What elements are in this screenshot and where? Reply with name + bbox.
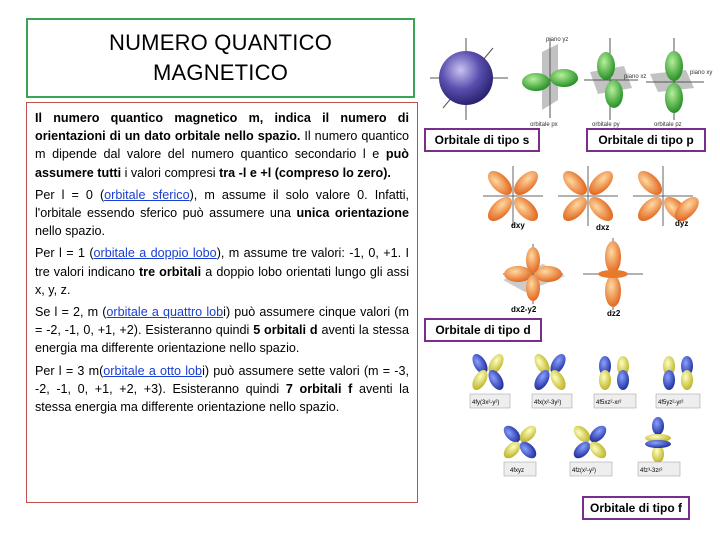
f-orbital-3 [599,356,629,390]
label-orbitale-d-text: Orbitale di tipo d [435,323,531,337]
label-orbitale-f-text: Orbitale di tipo f [590,501,682,515]
dx2y2-label: dx2-y2 [511,305,537,314]
py-caption: orbitale py [592,122,620,128]
py-orbital [584,38,646,128]
l0-text-1: Per l = 0 ( [35,187,105,202]
l0-text-3: nello spazio. [35,224,106,239]
intro-bold-2: può assumere tutti [35,147,409,180]
paragraph-l1 [35,244,409,299]
l1-text-3: a doppio lobo orientati lungo gli assi x, y, z. [35,264,409,297]
plane-xz-label: piano xz [624,74,647,80]
l3-bold: 7 orbitali f [285,381,353,396]
px-caption: orbitale px [530,122,558,128]
l1-bold: tre orbitali [138,264,202,279]
l0-text-2: ), m assume il solo valore 0. Infatti, l'orbitale essendo sferico può assumere una [35,187,409,221]
explanation-text-box [26,102,418,503]
plane-xy-label: piano xy [690,70,713,76]
f-orbital-4 [663,356,693,390]
label-orbitale-s-text: Orbitale di tipo s [434,133,530,147]
l2-bold: 5 orbitali d [253,323,318,338]
link-orbitale-sferico[interactable]: orbitale sferico [104,187,190,202]
plane-yz-label: piano yz [546,37,569,43]
f-orbital-7 [645,417,671,463]
s-orbital-sphere [430,38,508,120]
px-orbital [522,37,578,128]
l1-text-1: Per l = 1 ( [35,246,94,261]
paragraph-l3 [35,362,409,417]
f-orbital-1 [469,351,506,392]
l2-text-3: aventi la stessa energia ma differente orientazione nello spazio. [35,323,409,356]
f-caption-5: 4fxyz [510,468,525,474]
label-orbitale-d [424,318,542,342]
link-orbitale-otto-lobi[interactable]: orbitale a otto lob [103,363,203,378]
d-orbitals-image [478,156,708,321]
intro-text-2: i valori compresi [121,165,220,180]
intro-bold-1: Il numero quantico magnetico m, indica il numero di orientazioni di un dato orbitale nello spazio. [35,111,409,144]
dxz-label: dxz [596,223,610,232]
f-caption-3: 4f5xz²-xr² [596,400,622,406]
dz2-orbital [583,238,643,318]
f-orbital-2 [531,351,568,392]
intro-bold-3: tra -l e +l (compreso lo zero). [219,165,391,180]
dz2-label: dz2 [607,309,621,318]
dx2y2-orbital [503,244,565,314]
l0-bold: unica orientazione [296,206,409,221]
link-orbitale-quattro-lobi[interactable]: orbitale a quattro lob [106,305,224,320]
label-orbitale-p-text: Orbitale di tipo p [598,133,694,147]
paragraph-l2 [35,303,409,358]
f-orbital-6 [571,423,610,462]
pz-orbital [646,38,712,128]
dyz-label: dyz [675,219,689,228]
paragraph-intro [35,109,409,182]
f-caption-4: 4f5yz²-yr² [658,400,684,406]
l2-text-2: i) può assumere cinque valori (m = -2, -1, 0, +1, +2). Esisteranno quindi [35,305,409,338]
l1-text-2: ), m assume tre valori: -1, 0, +1. I tre valori indicano [35,246,409,279]
f-caption-1: 4fy(3x²-y²) [472,400,500,406]
l3-text-2: i) può assumere sette valori (m = -3, -2, -1, 0, +1, +2, +3). Esisteranno quindi [35,363,409,396]
f-orbital-5 [501,423,540,462]
label-orbitale-s [424,128,540,152]
dxy-label: dxy [511,221,525,230]
link-orbitale-doppio-lobo[interactable]: orbitale a doppio lobo [93,246,217,261]
s-p-orbitals-image [428,30,718,130]
f-caption-6: 4fz(x²-y²) [572,468,596,474]
f-caption-7: 4fz³-3zr² [640,468,663,474]
dxy-orbital [483,166,543,230]
intro-text-1: Il numero quantico m dipende dal valore del numero quantico secondario l e [35,129,409,162]
label-orbitale-p [586,128,706,152]
dyz-orbital [633,166,703,228]
l3-text-1: Per l = 3 m( [35,363,104,378]
l3-text-3: aventi la stessa energia ma differente orientazione nello spazio. [35,381,409,415]
paragraph-l0 [35,186,409,241]
title-line-1: NUMERO QUANTICO [109,30,332,55]
f-caption-2: 4fx(x²-3y²) [534,400,562,406]
pz-caption: orbitale pz [654,122,682,128]
page-title [109,28,332,88]
f-orbitals-image [458,344,714,494]
dxz-orbital [558,166,618,232]
title-box [26,18,415,98]
label-orbitale-f [582,496,690,520]
l2-text-1: Se l = 2, m ( [35,305,107,320]
title-line-2: MAGNETICO [152,60,289,85]
